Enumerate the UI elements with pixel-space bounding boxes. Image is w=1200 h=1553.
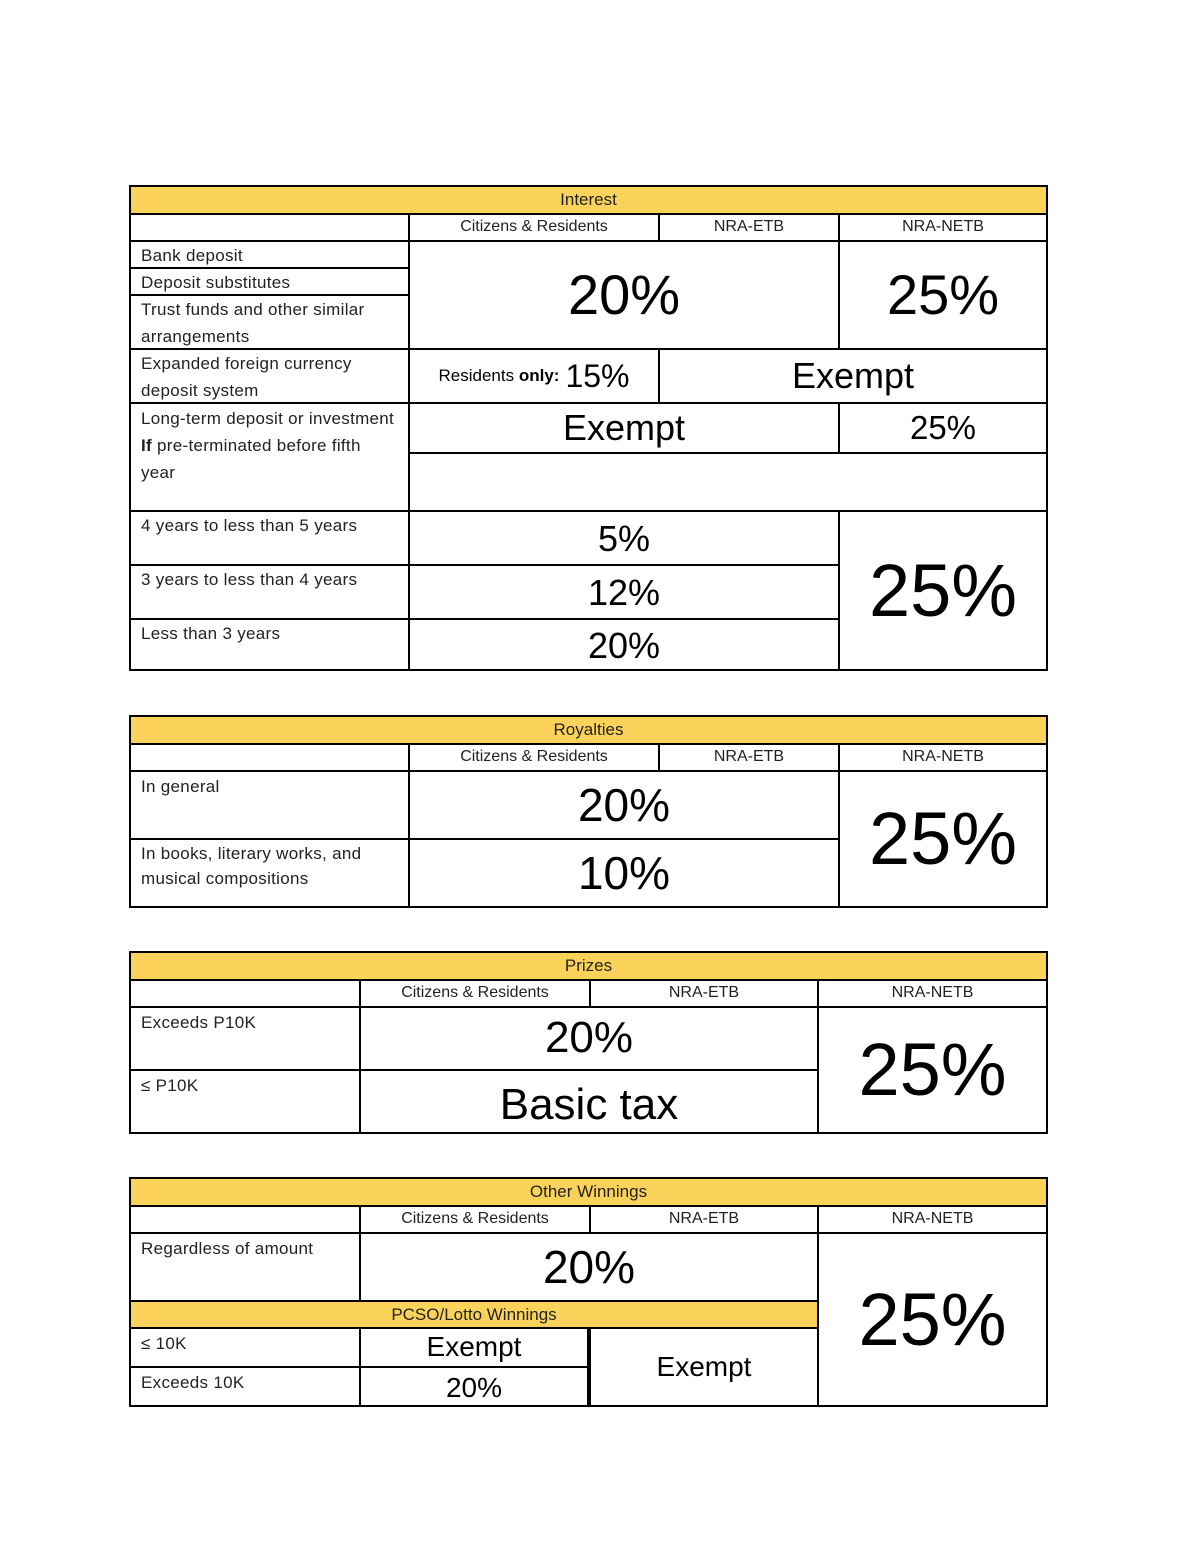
interest-general-rate: 20% — [408, 240, 840, 350]
winnings-col-nra-etb: NRA-ETB — [589, 1205, 819, 1234]
interest-blank-header — [129, 213, 410, 242]
row-less-than-3-years: Less than 3 years — [129, 618, 410, 671]
row-winnings-regardless: Regardless of amount — [129, 1232, 361, 1302]
pcso-nra-etb-exempt: Exempt — [589, 1327, 819, 1407]
prizes-blank-header — [129, 979, 361, 1008]
longterm-citizens-exempt: Exempt — [408, 402, 840, 454]
royalties-col-citizens: Citizens & Residents — [408, 743, 660, 772]
prizes-col-nra-etb: NRA-ETB — [589, 979, 819, 1008]
fcds-residents-rate — [408, 348, 660, 404]
row-prizes-exceeds: Exceeds P10K — [129, 1006, 361, 1071]
row-4-to-5-years: 4 years to less than 5 years — [129, 510, 410, 566]
prizes-col-nra-netb: NRA-NETB — [817, 979, 1048, 1008]
royalties-blank-header — [129, 743, 410, 772]
row-3-to-4-years: 3 years to less than 4 years — [129, 564, 410, 620]
pcso-lotto-header: PCSO/Lotto Winnings — [129, 1300, 819, 1329]
fcds-nra-exempt: Exempt — [658, 348, 1048, 404]
pcso-exceeds-10k-rate: 20% — [359, 1366, 589, 1407]
fcds-prefix-only: only: — [518, 366, 560, 386]
longterm-blank-cell — [408, 452, 1048, 512]
row-prizes-le: ≤ P10K — [129, 1069, 361, 1134]
prizes-col-citizens: Citizens & Residents — [359, 979, 591, 1008]
winnings-col-nra-netb: NRA-NETB — [817, 1205, 1048, 1234]
interest-general-netb-rate: 25% — [838, 240, 1048, 350]
row-fcds: Expanded foreign currency deposit system — [129, 348, 410, 404]
row-pcso-exceeds-10k: Exceeds 10K — [129, 1366, 361, 1407]
row-royalties-books: In books, literary works, and musical compositions — [129, 838, 410, 908]
royalties-netb-rate: 25% — [838, 770, 1048, 908]
prizes-netb-rate: 25% — [817, 1006, 1048, 1134]
interest-col-nra-netb: NRA-NETB — [838, 213, 1048, 242]
row-longterm-label: Long-term deposit or investment — [141, 409, 395, 428]
royalties-col-nra-netb: NRA-NETB — [838, 743, 1048, 772]
rate-less-than-3-years: 20% — [408, 618, 840, 671]
royalties-general-rate: 20% — [408, 770, 840, 840]
row-preterm-if: If — [141, 435, 152, 455]
rate-4-to-5-years: 5% — [408, 510, 840, 566]
row-bank-deposit: Bank deposit — [129, 240, 410, 269]
winnings-col-citizens: Citizens & Residents — [359, 1205, 591, 1234]
interest-title: Interest — [129, 185, 1048, 215]
fcds-prefix-residents: Residents — [438, 366, 515, 386]
other-winnings-title: Other Winnings — [129, 1177, 1048, 1207]
row-pcso-le-10k: ≤ 10K — [129, 1327, 361, 1368]
winnings-netb-rate: 25% — [817, 1232, 1048, 1407]
rate-3-to-4-years: 12% — [408, 564, 840, 620]
row-trust-funds: Trust funds and other similar arrangements — [129, 294, 410, 350]
winnings-regardless-rate: 20% — [359, 1232, 819, 1302]
prizes-le-rate: Basic tax — [359, 1069, 819, 1134]
royalties-books-rate: 10% — [408, 838, 840, 908]
row-deposit-substitutes: Deposit substitutes — [129, 267, 410, 296]
interest-col-citizens: Citizens & Residents — [408, 213, 660, 242]
winnings-blank-header — [129, 1205, 361, 1234]
pcso-le-10k-rate: Exempt — [359, 1327, 589, 1368]
prizes-exceeds-rate: 20% — [359, 1006, 819, 1071]
preterm-netb-rate: 25% — [838, 510, 1048, 671]
prizes-title: Prizes — [129, 951, 1048, 981]
row-preterm-label: pre-terminated before fifth year — [141, 435, 361, 482]
row-royalties-general: In general — [129, 770, 410, 840]
fcds-rate-value: 15% — [565, 357, 630, 394]
interest-col-nra-etb: NRA-ETB — [658, 213, 840, 242]
longterm-netb-rate: 25% — [838, 402, 1048, 454]
fcds-prefix — [439, 366, 560, 386]
royalties-title: Royalties — [129, 715, 1048, 745]
row-longterm — [129, 402, 410, 512]
royalties-col-nra-etb: NRA-ETB — [658, 743, 840, 772]
